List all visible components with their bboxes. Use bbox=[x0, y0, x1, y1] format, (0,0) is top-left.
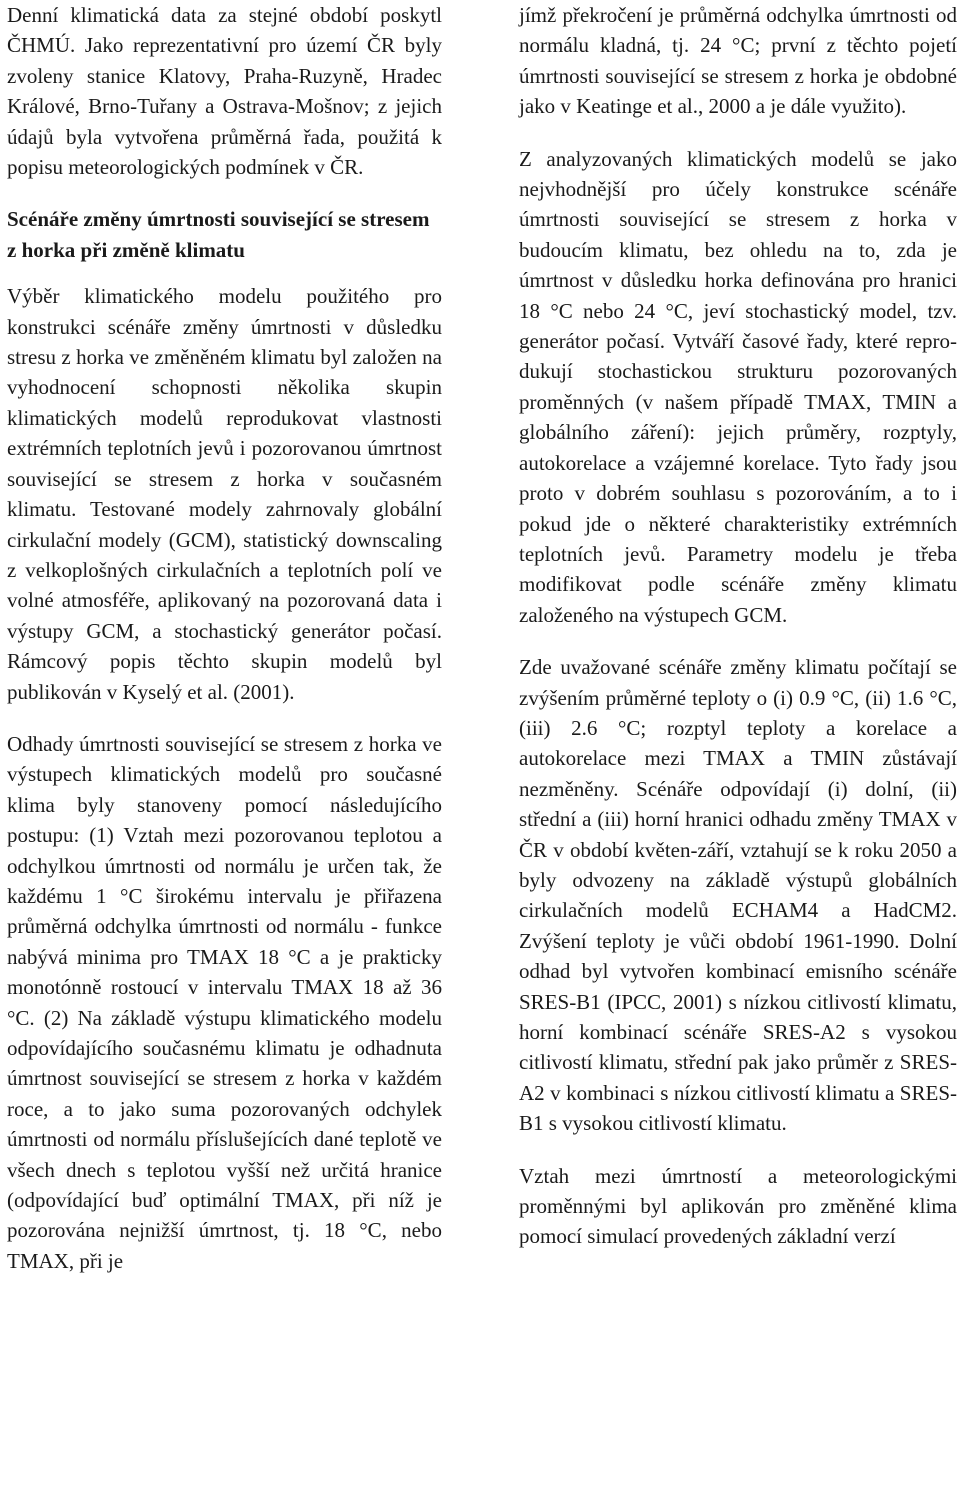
paragraph-mortality-estimates: Odhady úmrtnosti související se stresem z horka ve výstupech klimatických modelů pro současné klima byly stanoveny pomocí následujícího postupu: (1) Vztah mezi pozorovanou teplotou a odchylkou úmrtnosti od normálu je určen tak, že každému 1 °C širokému intervalu je přiřazena průměrná odchylka úmrtnosti od normálu - funkce nabývá minima pro TMAX 18 °C a je prakticky monotónně rostoucí v intervalu TMAX 18 až 36 °C. (2) Na základě výstupu klimatického modelu odpovídajícího současnému klimatu je odhadnuta úmrtnost související se stresem z horka v každém roce, a to jako suma pozorovaných odchylek úmrtnosti od normálu příslušejících dané teplotě ve všech dnech s teplotou vyšší než určitá hranice (odpovídající buď optimální TMAX, při níž je pozorována nejnižší úmrtnost, tj. 18 °C, nebo TMAX, při je bbox=[7, 731, 442, 1273]
paragraph-relationship: Vztah mezi úmrtností a meteorologickými proměnnými byl aplikován pro změněné klima pomocí simulací provedených základní verzí bbox=[519, 1163, 957, 1249]
paragraph-scenarios: Zde uvažované scénáře změny klimatu počítají se zvýšením průměrné teploty o (i) 0.9 °C, (ii) 1.6 °C, (iii) 2.6 °C; rozptyl teploty a korelace a autokorelace mezi TMAX a TMIN zůstávají nezměněny. Scénáře odpovídají (i) dolní, (ii) střední a (iii) horní hranici odhadu změny TMAX v ČR v období květen-září, vztahují se k roku 2050 a byly odvozeny na základě výstupů globálních cirkulačních modelů ECHAM4 a HadCM2. Zvýšení teploty je vůči období 1961-1990. Dolní odhad byl vytvořen kombinací emisního scénáře SRES-B1 (IPCC, 2001) s nízkou citlivostí klimatu, horní kombinací scénáře SRES-A2 s vysokou citlivostí klimatu, střední pak jako průměr z SRES-A2 v kombinaci s nízkou citlivostí klimatu a SRES-B1 s vysokou citlivostí klimatu. bbox=[519, 655, 957, 1136]
paragraph-continuation: jímž překročení je průměrná odchylka úmrtnosti od normálu kladná, tj. 24 °C; první z těchto pojetí úmrtnosti související se stresem z horka je obdobné jako v Keatinge et al., 2000 a je dále využito). bbox=[519, 3, 957, 119]
paragraph-data-source: Denní klimatická data za stejné období poskytl ČHMÚ. Jako reprezentativní pro území ČR byly zvoleny stanice Klatovy, Praha-Ruzyně, Hradec Králové, Brno-Tuřany a Ostrava-Mošnov; z jejich údajů byla vytvořena průměrná řada, použitá k popisu meteorologických podmínek v ČR. bbox=[7, 3, 442, 180]
left-column bbox=[7, 0, 442, 1276]
right-column bbox=[519, 0, 957, 1252]
paragraph-weather-generator: Z analyzovaných klimatických modelů se jako nejvhodnější pro účely konstrukce scénáře úmrtnosti související se stresem z horka v budoucím klimatu, bez ohledu na to, zda je úmrtnost v důsledku horka definována pro hranici 18 °C nebo 24 °C, jeví stochastický model, tzv. generátor počasí. Vytváří časové řady, které reprodukují stochastickou strukturu pozorovaných proměnných (v našem případě TMAX, TMIN a globálního záření): jejich průměry, rozptyly, autokorelace a vzájemné korelace. Tyto řady jsou proto v dobrém souhlasu s pozorováním, a to i pokud jde o některé charakteristiky extrémních teplotních jevů. Parametry modelu je třeba modifikovat podle scénáře změny klimatu založeného na výstupech GCM. bbox=[519, 146, 957, 627]
paragraph-model-selection: Výběr klimatického modelu použitého pro konstrukci scénáře změny úmrtnosti v důsledku stresu z horka ve změněném klimatu byl založen na vyhodnocení schopnosti několika skupin klimatických modelů reprodukovat vlastnosti extrémních teplotních jevů i pozorovanou úmrtnost související se stresem z horka v současném klimatu. Testované modely zahrnovaly globální cirkulační modely (GCM), statistický downscaling z velkoplošných cirkulačních a teplotních polí ve volné atmosféře, aplikovaný na pozorovaná data i výstupy GCM, a stochastický generátor počasí. Rámcový popis těchto skupin modelů byl publikován v Kyselý et al. (2001). bbox=[7, 284, 442, 704]
section-heading: Scénáře změny úmrtnosti související se stresem z horka při změně klimatu bbox=[7, 207, 430, 262]
